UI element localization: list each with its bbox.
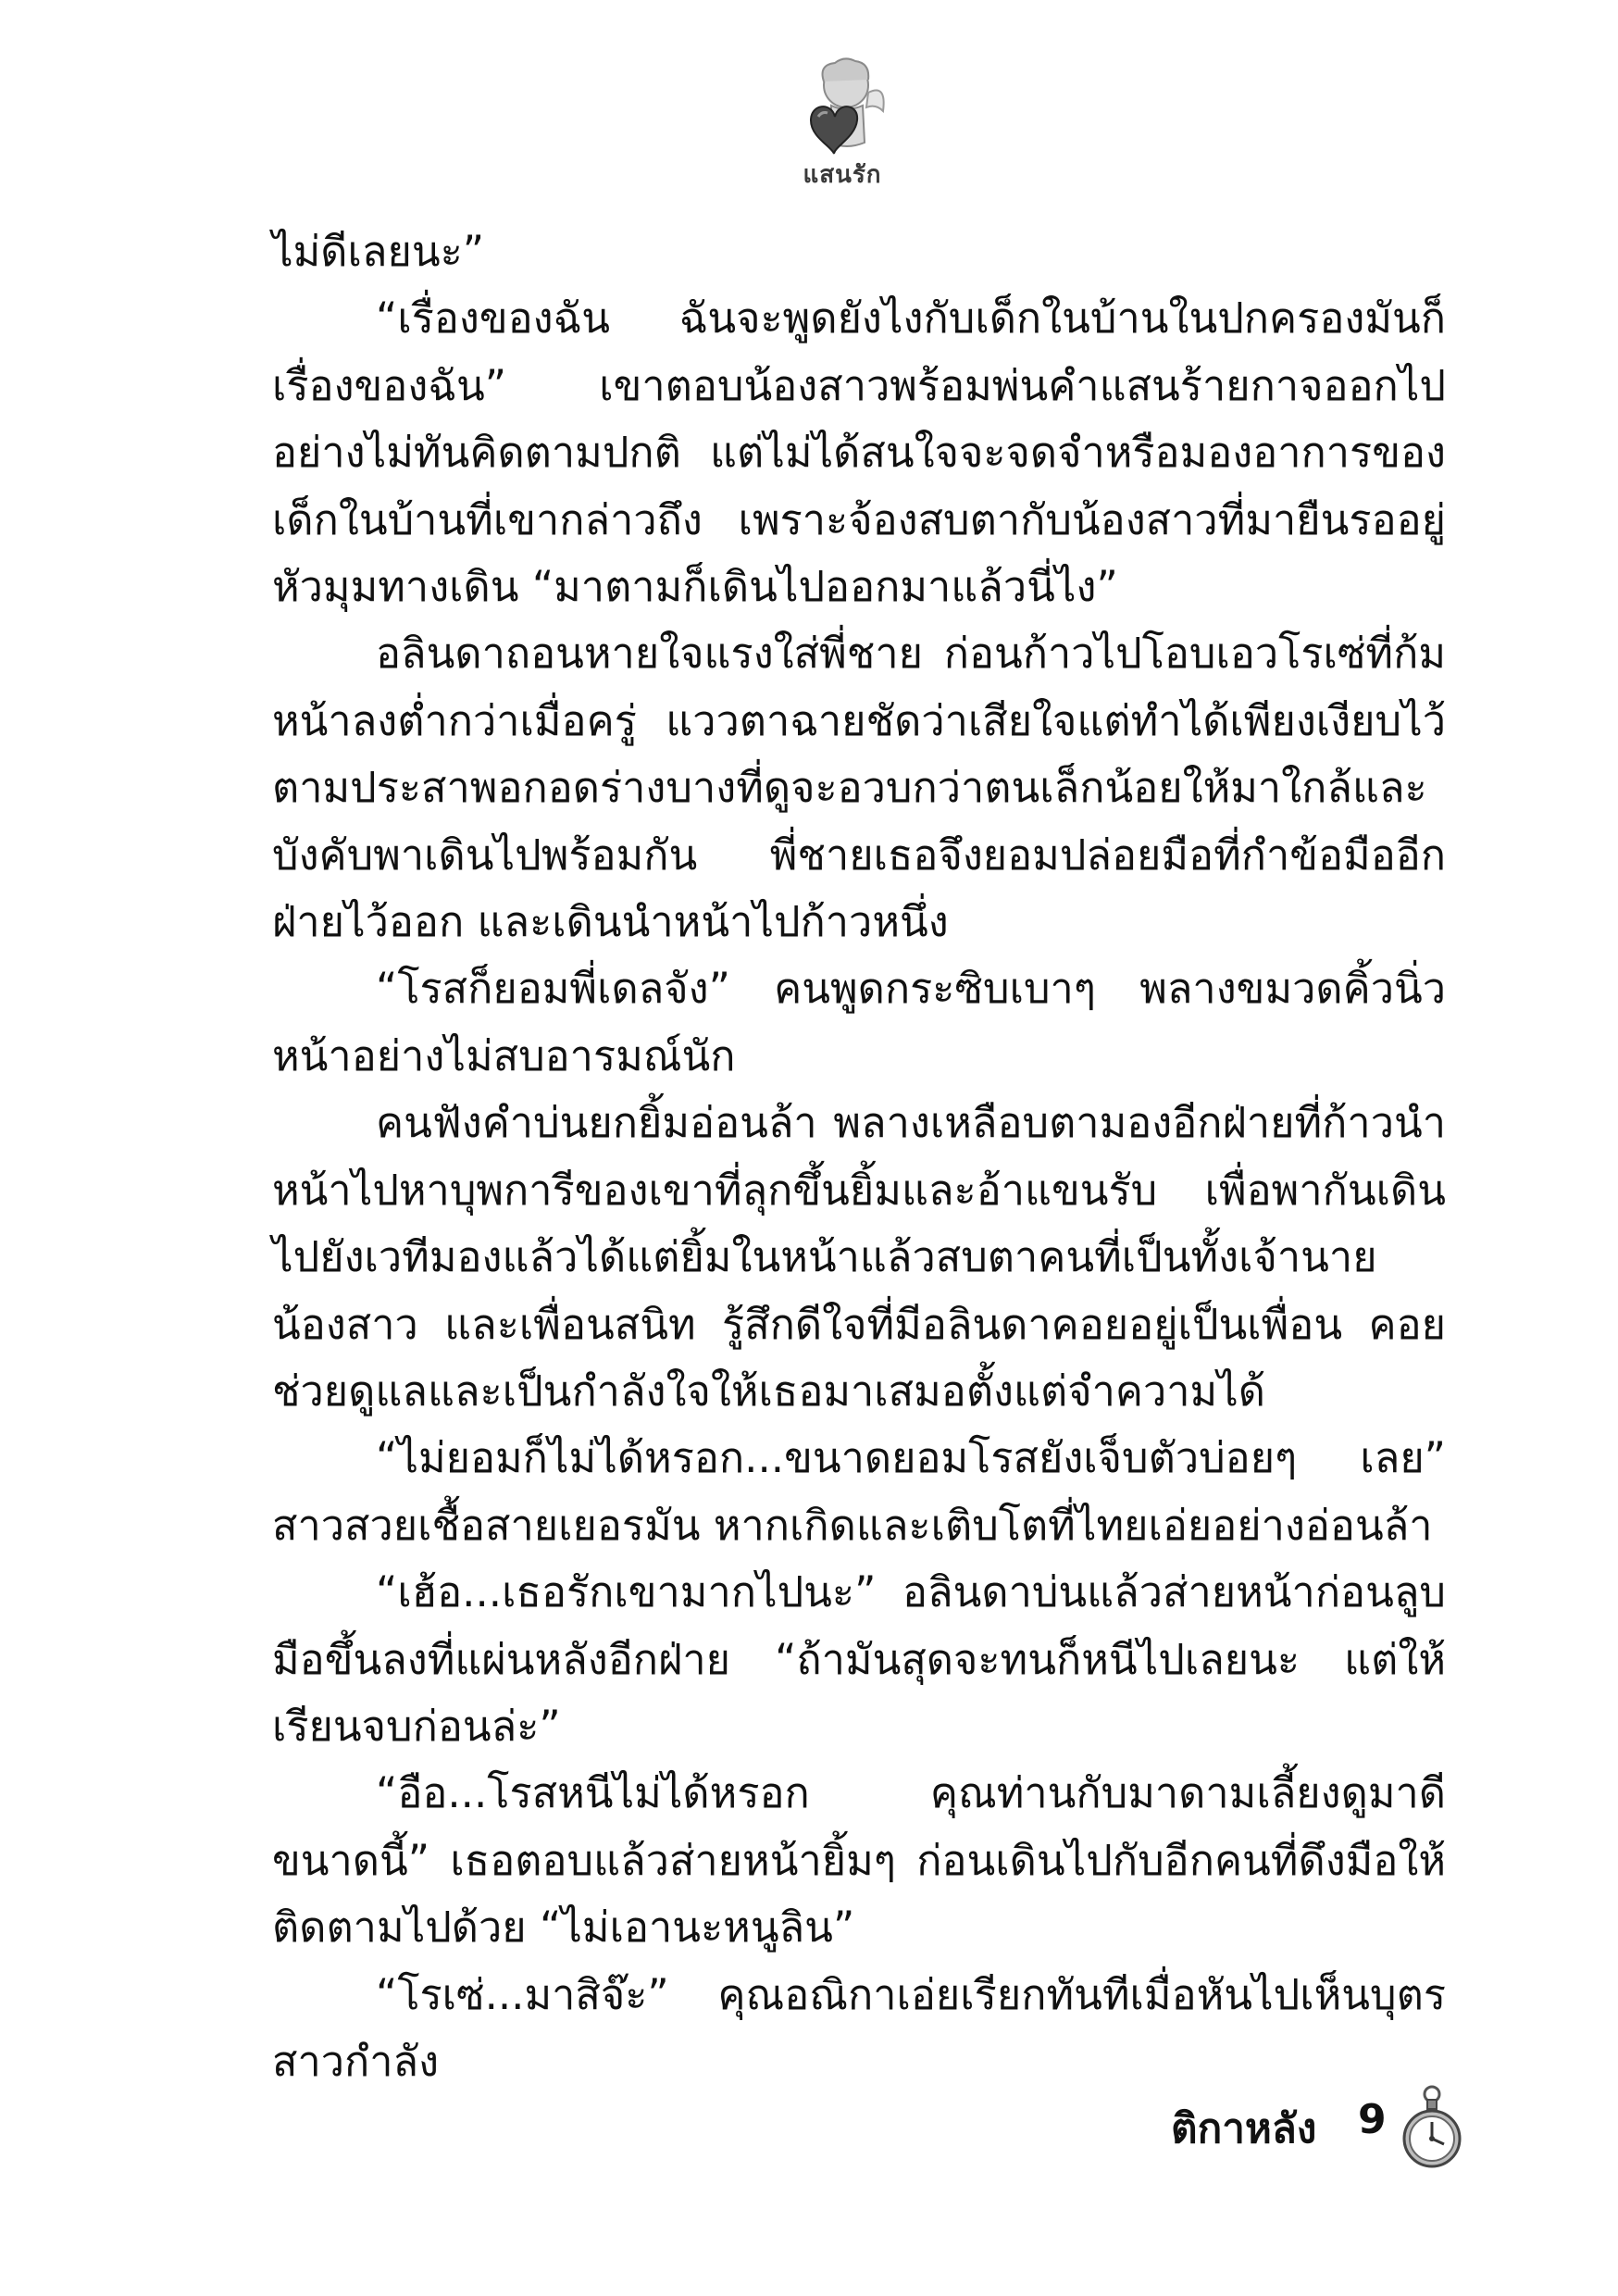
pocket-watch-icon (1400, 2083, 1464, 2176)
paragraph: “เรื่องของฉัน ฉันจะพูดยังไงกับเด็กในบ้านในปกครองมันก็เรื่องของฉัน” เขาตอบน้องสาวพร้อมพ่นคำแสนร้ายกาจออกไปอย่างไม่ทันคิดตามปกติ แต่ไม่ได้สนใจจะจดจำหรือมองอาการของเด็กในบ้านที่เขากล่าวถึง เพราะจ้องสบตากับน้องสาวที่มายืนรออยู่หัวมุมทางเดิน “มาตามก็เดินไปออกมาแล้วนี่ไง” (272, 293, 1446, 612)
paragraph: “ไม่ยอมก็ไม่ได้หรอก...ขนาดยอมโรสยังเจ็บตัวบ่อยๆ เลย” สาวสวยเชื้อสายเยอรมัน หากเกิดและเติบโตที่ไทยเอ่ยอย่างอ่อนล้า (272, 1433, 1446, 1550)
paragraph: “โรสก็ยอมพี่เดลจัง” คนพูดกระซิบเบาๆ พลางขมวดคิ้วนิ่วหน้าอย่างไม่สบอารมณ์นัก (272, 964, 1446, 1080)
paragraph: “อือ...โรสหนีไม่ได้หรอก คุณท่านกับมาดามเลี้ยงดูมาดีขนาดนี้” เธอตอบแล้วส่ายหน้ายิ้มๆ ก่อนเดินไปกับอีกคนที่ดึงมือให้ติดตามไปด้วย “ไม่เอานะหนูลิน” (272, 1768, 1446, 1953)
page-number: 9 (1358, 2096, 1387, 2143)
paragraph: ไม่ดีเลยนะ” (272, 227, 485, 276)
story-body (272, 218, 1446, 2095)
book-title: ติกาหลัง (1171, 2105, 1317, 2152)
paragraph: อลินดาถอนหายใจแรงใส่พี่ชาย ก่อนก้าวไปโอบเอวโรเซ่ที่ก้มหน้าลงต่ำกว่าเมื่อครู่ แววตาฉายชัดว่าเสียใจแต่ทำได้เพียงเงียบไว้ตามประสาพอกอดร่างบางที่ดูจะอวบกว่าตนเล็กน้อยให้มาใกล้และบังคับพาเดินไปพร้อมกัน พี่ชายเธอจึงยอมปล่อยมือที่กำข้อมืออีกฝ่ายไว้ออก และเดินนำหน้าไปก้าวหนึ่ง (272, 629, 1446, 947)
paragraph: “โรเซ่...มาสิจ๊ะ” คุณอณิกาเอ่ยเรียกทันทีเมื่อหันไปเห็นบุตรสาวกำลัง (272, 1969, 1446, 2086)
paragraph: “เฮ้อ...เธอรักเขามากไปนะ” อลินดาบ่นแล้วส่ายหน้าก่อนลูบมือขึ้นลงที่แผ่นหลังอีกฝ่าย “ถ้ามันสุดจะทนก็หนีไปเลยนะ แต่ให้เรียนจบก่อนล่ะ” (272, 1567, 1446, 1751)
page-footer (1037, 2083, 1472, 2185)
paragraph: คนฟังคำบ่นยกยิ้มอ่อนล้า พลางเหลือบตามองอีกฝ่ายที่ก้าวนำหน้าไปหาบุพการีของเขาที่ลุกขึ้นยิ้มและอ้าแขนรับ เพื่อพากันเดินไปยังเวทีมองแล้วได้แต่ยิ้มในหน้าแล้วสบตาคนที่เป็นทั้งเจ้านาย น้องสาว และเพื่อนสนิท รู้สึกดีใจที่มีอลินดาคอยอยู่เป็นเพื่อน คอยช่วยดูแลและเป็นกำลังใจให้เธอมาเสมอตั้งแต่จำความได้ (272, 1098, 1446, 1416)
logo-text: แสนรัก (803, 161, 882, 189)
logo (790, 46, 894, 189)
